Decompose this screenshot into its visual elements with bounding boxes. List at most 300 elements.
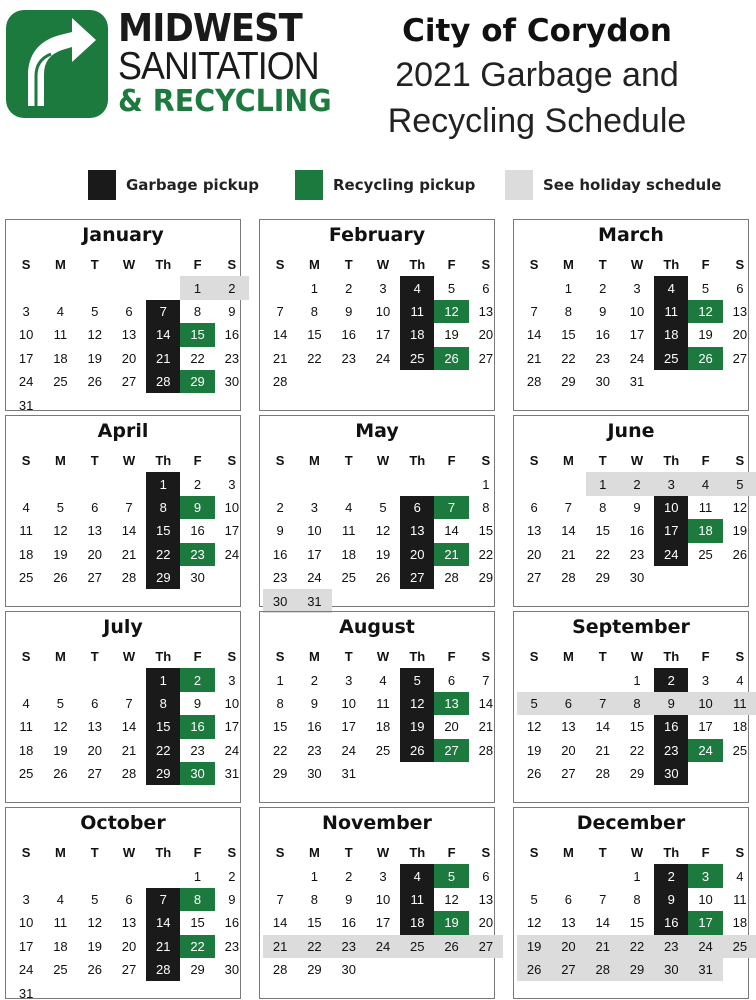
holiday-day: 19 xyxy=(517,935,551,958)
weekday-header: T xyxy=(90,453,99,469)
holiday-day: 30 xyxy=(263,589,297,612)
title-line-2: Recycling Schedule xyxy=(387,102,687,140)
day: 29 xyxy=(629,766,645,782)
day: 18 xyxy=(53,350,68,366)
day: 5 xyxy=(379,499,387,515)
day: 10 xyxy=(375,891,391,907)
garbage-day: 18 xyxy=(654,323,688,346)
day: 6 xyxy=(91,695,99,711)
weekday-header: S xyxy=(529,257,539,273)
day: 14 xyxy=(272,327,288,343)
day: 16 xyxy=(272,546,288,562)
weekday-header: T xyxy=(598,649,607,665)
recycling-day: 24 xyxy=(688,739,722,762)
holiday-day: 26 xyxy=(517,958,551,981)
day: 3 xyxy=(379,868,387,884)
day: 16 xyxy=(341,327,356,343)
day: 13 xyxy=(87,719,102,735)
holiday-swatch xyxy=(505,170,533,200)
day: 3 xyxy=(228,672,236,688)
empty-cell xyxy=(517,472,551,495)
empty-cell xyxy=(43,472,77,495)
day: 20 xyxy=(87,546,102,562)
month-march xyxy=(513,219,749,411)
weekday-header: S xyxy=(21,845,31,861)
day: 11 xyxy=(376,695,390,711)
day: 3 xyxy=(633,280,641,296)
recycling-day: 15 xyxy=(180,323,214,346)
weekday-header: S xyxy=(481,257,491,273)
day: 20 xyxy=(478,915,494,931)
day: 9 xyxy=(345,303,353,319)
day: 9 xyxy=(228,891,236,907)
day: 14 xyxy=(595,719,610,735)
day: 21 xyxy=(121,742,137,758)
recycling-day: 26 xyxy=(688,347,722,370)
weekday-header: F xyxy=(193,649,202,665)
empty-cell xyxy=(112,864,146,887)
recycling-day: 9 xyxy=(180,496,214,519)
day: 20 xyxy=(121,350,137,366)
weekday-header: M xyxy=(55,845,66,861)
recycling-day: 29 xyxy=(180,370,214,393)
day: 28 xyxy=(272,962,288,978)
weekday-header: F xyxy=(447,845,456,861)
day: 3 xyxy=(310,499,319,515)
weekday-header: S xyxy=(735,845,745,861)
day: 16 xyxy=(224,915,240,931)
day: 4 xyxy=(736,672,744,688)
day: 20 xyxy=(444,719,459,735)
weekday-header: F xyxy=(701,257,710,273)
day: 13 xyxy=(478,303,494,319)
weekday-header: Th xyxy=(155,257,172,273)
day: 24 xyxy=(224,742,240,758)
month-name: December xyxy=(576,812,686,834)
day: 2 xyxy=(310,672,319,688)
recycling-day: 7 xyxy=(434,496,468,519)
day: 8 xyxy=(310,303,319,319)
day: 17 xyxy=(224,523,240,539)
empty-cell xyxy=(78,472,112,495)
day: 13 xyxy=(478,891,494,907)
weekday-header: T xyxy=(344,257,353,273)
day: 24 xyxy=(307,570,322,586)
holiday-day: 29 xyxy=(620,958,654,981)
garbage-day: 17 xyxy=(654,519,688,542)
day: 8 xyxy=(564,303,573,319)
garbage-day: 28 xyxy=(146,370,180,393)
day: 1 xyxy=(633,868,641,884)
garbage-day: 20 xyxy=(400,543,434,566)
day: 8 xyxy=(633,891,641,907)
weekday-header: M xyxy=(563,649,574,665)
weekday-header: W xyxy=(122,453,136,469)
day: 23 xyxy=(307,742,322,758)
day: 30 xyxy=(224,374,240,390)
garbage-day: 24 xyxy=(654,543,688,566)
day: 3 xyxy=(345,672,353,688)
garbage-day: 11 xyxy=(654,300,688,323)
month-november xyxy=(259,807,495,999)
day: 17 xyxy=(307,546,322,562)
day: 5 xyxy=(91,891,99,907)
day: 1 xyxy=(310,868,319,884)
holiday-day: 9 xyxy=(654,692,688,715)
day: 15 xyxy=(190,915,205,931)
holiday-day: 27 xyxy=(551,958,585,981)
day: 7 xyxy=(276,303,284,319)
day: 16 xyxy=(190,523,205,539)
day: 12 xyxy=(87,327,102,343)
day: 12 xyxy=(53,523,68,539)
recycling-day: 16 xyxy=(180,715,214,738)
day: 14 xyxy=(526,327,542,343)
day: 10 xyxy=(341,695,356,711)
day: 6 xyxy=(125,303,133,319)
day: 21 xyxy=(121,546,137,562)
holiday-day: 24 xyxy=(688,935,722,958)
garbage-day: 25 xyxy=(654,347,688,370)
day: 25 xyxy=(698,546,713,562)
day: 15 xyxy=(595,523,610,539)
month-july xyxy=(5,611,241,803)
day: 7 xyxy=(125,499,133,515)
empty-cell xyxy=(146,864,180,887)
garbage-day: 1 xyxy=(146,668,180,691)
day: 8 xyxy=(193,303,202,319)
weekday-header: M xyxy=(309,845,320,861)
weekday-header: Th xyxy=(409,453,426,469)
holiday-day: 22 xyxy=(297,935,331,958)
garbage-day: 2 xyxy=(654,864,688,887)
recycling-day: 18 xyxy=(688,519,722,542)
day: 26 xyxy=(526,766,542,782)
empty-cell xyxy=(586,668,620,691)
day: 1 xyxy=(276,672,284,688)
recycling-day: 27 xyxy=(434,739,468,762)
month-september xyxy=(513,611,749,803)
weekday-header: S xyxy=(21,453,31,469)
day: 21 xyxy=(526,350,542,366)
month-days xyxy=(9,449,249,589)
empty-cell xyxy=(112,472,146,495)
month-name: September xyxy=(572,616,690,638)
day: 17 xyxy=(375,915,391,931)
weekday-header: S xyxy=(735,453,745,469)
garbage-day: 5 xyxy=(400,668,434,691)
weekday-header: S xyxy=(227,649,237,665)
day: 25 xyxy=(732,742,748,758)
holiday-day: 26 xyxy=(434,935,468,958)
month-days xyxy=(263,841,503,981)
garbage-day: 10 xyxy=(654,496,688,519)
day: 18 xyxy=(732,719,748,735)
day: 3 xyxy=(701,672,710,688)
weekday-header: T xyxy=(90,257,99,273)
empty-cell xyxy=(112,276,146,299)
day: 18 xyxy=(18,546,34,562)
day: 9 xyxy=(345,891,353,907)
day: 5 xyxy=(56,499,65,515)
holiday-day: 31 xyxy=(688,958,722,981)
day: 23 xyxy=(224,938,240,954)
day: 4 xyxy=(56,891,65,907)
weekday-header: S xyxy=(481,453,491,469)
month-name: July xyxy=(103,616,143,638)
month-name: April xyxy=(97,420,149,442)
day: 10 xyxy=(18,915,34,931)
empty-cell xyxy=(146,276,180,299)
legend-holiday-label: See holiday schedule xyxy=(543,176,722,194)
empty-cell xyxy=(434,472,468,495)
weekday-header: W xyxy=(122,649,136,665)
garbage-day: 18 xyxy=(400,911,434,934)
day: 14 xyxy=(121,523,137,539)
day: 5 xyxy=(91,303,99,319)
day: 12 xyxy=(526,719,542,735)
weekday-header: Th xyxy=(663,257,680,273)
weekday-header: S xyxy=(21,257,31,273)
day: 8 xyxy=(482,499,490,515)
garbage-day: 1 xyxy=(146,472,180,495)
day: 5 xyxy=(530,891,538,907)
day: 17 xyxy=(629,327,645,343)
day: 16 xyxy=(595,327,610,343)
weekday-header: S xyxy=(529,453,539,469)
day: 27 xyxy=(87,766,102,782)
day: 7 xyxy=(482,672,490,688)
day: 28 xyxy=(121,570,137,586)
day: 20 xyxy=(561,742,576,758)
legend-recycling xyxy=(295,168,475,202)
garbage-day: 23 xyxy=(654,739,688,762)
recycling-day: 12 xyxy=(688,300,722,323)
recycling-day: 3 xyxy=(688,864,722,887)
garbage-day: 4 xyxy=(400,276,434,299)
day: 1 xyxy=(193,868,202,884)
empty-cell xyxy=(551,668,585,691)
day: 5 xyxy=(56,695,65,711)
logo-line-sanitation: SANITATION xyxy=(118,45,319,88)
garbage-day: 13 xyxy=(400,519,434,542)
garbage-day: 30 xyxy=(654,762,688,785)
day: 21 xyxy=(595,742,610,758)
day: 4 xyxy=(22,499,30,515)
month-days xyxy=(263,253,503,393)
weekday-header: S xyxy=(529,649,539,665)
weekday-header: M xyxy=(309,649,320,665)
day: 19 xyxy=(698,327,713,343)
recycling-day: 26 xyxy=(434,347,468,370)
weekday-header: F xyxy=(447,257,456,273)
empty-cell xyxy=(9,668,43,691)
garbage-swatch xyxy=(88,170,116,200)
recycling-day: 5 xyxy=(434,864,468,887)
day: 29 xyxy=(272,766,288,782)
day: 16 xyxy=(629,523,645,539)
day: 4 xyxy=(736,868,744,884)
day: 1 xyxy=(564,280,573,296)
weekday-header: Th xyxy=(663,845,680,861)
weekday-header: T xyxy=(598,845,607,861)
empty-cell xyxy=(551,864,585,887)
weekday-header: F xyxy=(701,649,710,665)
day: 18 xyxy=(18,742,34,758)
day: 22 xyxy=(561,350,576,366)
day: 9 xyxy=(633,499,641,515)
day: 4 xyxy=(345,499,353,515)
day: 27 xyxy=(87,570,102,586)
day: 12 xyxy=(444,891,459,907)
weekday-header: Th xyxy=(409,845,426,861)
garbage-day: 8 xyxy=(146,496,180,519)
garbage-day: 11 xyxy=(400,300,434,323)
empty-cell xyxy=(78,276,112,299)
day: 25 xyxy=(53,374,68,390)
weekday-header: S xyxy=(275,453,285,469)
holiday-day: 1 xyxy=(586,472,620,495)
weekday-header: M xyxy=(309,257,320,273)
day: 15 xyxy=(307,915,322,931)
day: 27 xyxy=(561,766,576,782)
day: 9 xyxy=(193,695,202,711)
day: 26 xyxy=(87,374,102,390)
garbage-day: 12 xyxy=(400,692,434,715)
recycling-day: 21 xyxy=(434,543,468,566)
day: 23 xyxy=(629,546,645,562)
day: 20 xyxy=(87,742,102,758)
holiday-day: 11 xyxy=(723,692,756,715)
day: 9 xyxy=(228,303,236,319)
weekday-header: M xyxy=(55,649,66,665)
weekday-header: S xyxy=(227,453,237,469)
month-june xyxy=(513,415,749,607)
garbage-day: 14 xyxy=(146,323,180,346)
logo-line-recycling: & RECYCLING xyxy=(118,84,332,119)
day: 27 xyxy=(526,570,542,586)
empty-cell xyxy=(43,276,77,299)
holiday-day: 6 xyxy=(551,692,585,715)
empty-cell xyxy=(78,864,112,887)
holiday-day: 20 xyxy=(551,935,585,958)
garbage-day: 26 xyxy=(400,739,434,762)
day: 25 xyxy=(341,570,356,586)
day: 17 xyxy=(341,719,356,735)
day: 18 xyxy=(341,546,356,562)
day: 17 xyxy=(698,719,713,735)
garbage-day: 22 xyxy=(146,739,180,762)
day: 17 xyxy=(18,938,34,954)
weekday-header: S xyxy=(21,649,31,665)
day: 10 xyxy=(224,499,240,515)
weekday-header: S xyxy=(481,845,491,861)
recycling-day: 17 xyxy=(688,911,722,934)
weekday-header: W xyxy=(630,453,644,469)
day: 7 xyxy=(276,891,284,907)
day: 24 xyxy=(18,962,34,978)
month-name: May xyxy=(355,420,399,442)
month-days xyxy=(517,253,756,393)
garbage-day: 2 xyxy=(654,668,688,691)
holiday-day: 10 xyxy=(688,692,722,715)
day: 11 xyxy=(341,523,356,539)
day: 22 xyxy=(272,742,288,758)
logo-line-midwest: MIDWEST xyxy=(118,6,302,50)
garbage-day: 25 xyxy=(400,347,434,370)
empty-cell xyxy=(263,864,297,887)
month-days xyxy=(9,841,249,1000)
day: 29 xyxy=(307,962,322,978)
day: 21 xyxy=(478,719,494,735)
day: 7 xyxy=(599,891,607,907)
day: 21 xyxy=(272,350,288,366)
weekday-header: Th xyxy=(663,453,680,469)
empty-cell xyxy=(366,472,400,495)
empty-cell xyxy=(517,276,551,299)
day: 10 xyxy=(375,303,391,319)
garbage-day: 29 xyxy=(146,762,180,785)
holiday-day: 23 xyxy=(332,935,366,958)
day: 15 xyxy=(561,327,576,343)
empty-cell xyxy=(400,472,434,495)
day: 2 xyxy=(599,280,607,296)
garbage-day: 19 xyxy=(400,715,434,738)
day: 17 xyxy=(18,350,34,366)
day: 19 xyxy=(732,523,748,539)
holiday-day: 2 xyxy=(620,472,654,495)
day: 19 xyxy=(53,546,68,562)
day: 3 xyxy=(22,303,30,319)
day: 25 xyxy=(18,766,34,782)
holiday-day: 27 xyxy=(469,935,503,958)
weekday-header: F xyxy=(193,453,202,469)
month-april xyxy=(5,415,241,607)
empty-cell xyxy=(43,668,77,691)
day: 23 xyxy=(224,350,240,366)
month-days xyxy=(9,253,249,417)
holiday-day: 28 xyxy=(586,958,620,981)
day: 2 xyxy=(276,499,284,515)
day: 23 xyxy=(595,350,610,366)
garbage-day: 8 xyxy=(146,692,180,715)
day: 13 xyxy=(526,523,542,539)
weekday-header: S xyxy=(735,649,745,665)
day: 4 xyxy=(56,303,65,319)
month-january xyxy=(5,219,241,411)
garbage-day: 15 xyxy=(146,715,180,738)
weekday-header: W xyxy=(630,257,644,273)
weekday-header: T xyxy=(344,453,353,469)
day: 19 xyxy=(53,742,68,758)
weekday-header: M xyxy=(563,453,574,469)
weekday-header: M xyxy=(563,845,574,861)
day: 10 xyxy=(698,891,713,907)
day: 27 xyxy=(732,350,748,366)
day: 13 xyxy=(121,327,137,343)
day: 12 xyxy=(375,523,391,539)
day: 19 xyxy=(444,327,459,343)
day: 1 xyxy=(482,476,490,492)
day: 2 xyxy=(345,280,353,296)
month-name: March xyxy=(598,224,664,246)
company-logo xyxy=(6,6,332,120)
day: 6 xyxy=(482,868,490,884)
weekday-header: F xyxy=(701,453,710,469)
day: 31 xyxy=(224,766,240,782)
month-name: November xyxy=(322,812,432,834)
holiday-day: 24 xyxy=(366,935,400,958)
